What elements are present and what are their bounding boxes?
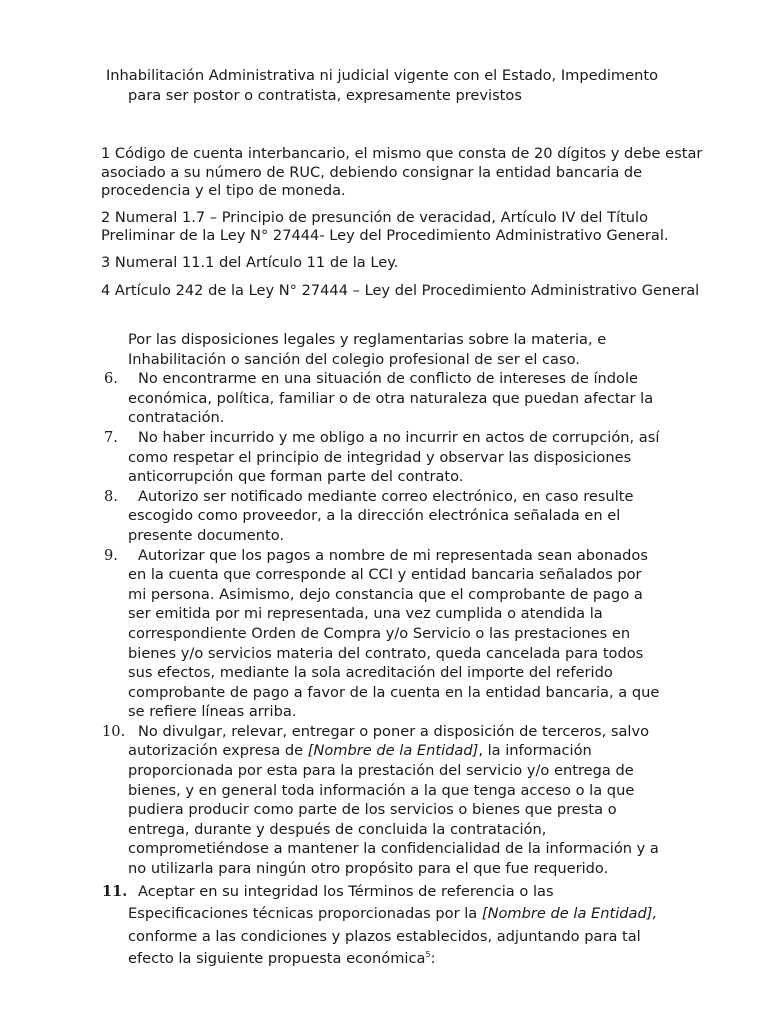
footnote-1: 1 Código de cuenta interbancario, el mismo que consta de 20 dígitos y debe estar asociado a su número de RUC, debiendo consignar la entidad bancaria de procedencia y el tipo de moneda. xyxy=(101,145,703,199)
item-number: 7. xyxy=(104,428,118,446)
item-number: 9. xyxy=(104,546,118,564)
entity-name-placeholder: [Nombre de la Entidad], xyxy=(481,905,658,923)
declaration-list xyxy=(102,330,662,971)
footnote-reference: 5 xyxy=(425,950,431,960)
item-number: 10. xyxy=(102,722,126,740)
item-number: 8. xyxy=(104,487,118,505)
item-text: Autorizar que los pagos a nombre de mi representada sean abonados en la cuenta que corresponde al CCI y entidad bancaria señalados por mi persona. Asimismo, dejo constancia que el comprobante de pago a ser emitida por mi representada, una vez cumplida o atendida la correspondiente Orden de Compra y/o Servicio o las prestaciones en bienes y/o servicios materia del contrato, queda cancelada para todos sus efectos, mediante la sola acreditación del importe del referido comprobante de pago a favor de la cuenta en la entidad bancaria, a que se refiere líneas arriba. xyxy=(128,546,660,721)
footnote-2: 2 Numeral 1.7 – Principio de presunción de veracidad, Artículo IV del Título Preliminar de la Ley N° 27444- Ley del Procedimiento Administrativo General. xyxy=(101,208,669,244)
lead-paragraph: Por las disposiciones legales y reglamentarias sobre la materia, e Inhabilitación o sanción del colegio profesional de ser el caso. xyxy=(128,331,607,368)
item-number: 6. xyxy=(104,370,118,388)
item-text-end: conforme a las condiciones y plazos establecidos, adjuntando para tal efecto la siguiente propuesta económica xyxy=(128,927,641,968)
item-text: Autorizo ser notificado mediante correo electrónico, en caso resulte escogido como proveedor, a la dirección electrónica señalada en el presente documento. xyxy=(128,487,634,544)
footnote-3: 3 Numeral 11.1 del Artículo 11 de la Ley. xyxy=(101,253,399,271)
item-number: 11. xyxy=(102,882,128,900)
list-item-6 xyxy=(102,369,662,428)
footnote-4: 4 Artículo 242 de la Ley N° 27444 – Ley del Procedimiento Administrativo General xyxy=(101,282,700,299)
entity-name-placeholder: [Nombre de la Entidad] xyxy=(307,742,479,760)
item-text-end: , la información proporcionada por esta para la prestación del servicio y/o entrega de bienes, y en general toda información a la que tenga acceso o la que pudiera producir como parte de los servicios o bienes que presta o entrega, durante y después de concluida la contratación, comprometiéndose a mantener la confidencialidad de la información y a no utilizarla para ningún otro propósito para el que fue requerido. xyxy=(128,742,659,878)
heading-line-2: para ser postor o contratista, expresamente previstos xyxy=(128,87,522,104)
item-text: No haber incurrido y me obligo a no incurrir en actos de corrupción, así como respetar el principio de integridad y observar las disposiciones anticorrupción que forman parte del contrato. xyxy=(128,428,660,486)
item-text-start: No divulgar, relevar, entregar o poner a disposición de terceros, salvo autorización expresa de xyxy=(128,722,650,760)
item-text-tail: : xyxy=(430,950,436,968)
list-item-7 xyxy=(102,428,662,487)
item-text-start: Aceptar en su integridad los Términos de referencia o las Especificaciones técnicas proporcionadas por la xyxy=(128,882,554,923)
list-item-9 xyxy=(102,546,662,722)
list-item-10 xyxy=(102,722,662,879)
list-item-11 xyxy=(102,881,662,971)
item-text: No encontrarme en una situación de conflicto de intereses de índole económica, política, familiar o de otra naturaleza que puedan afectar la contratación. xyxy=(128,370,654,427)
footnotes xyxy=(101,145,721,309)
heading-line-1: Inhabilitación Administrativa ni judicial vigente con el Estado, Impedimento xyxy=(106,67,659,84)
list-item-8 xyxy=(102,487,662,546)
section-heading xyxy=(106,66,726,106)
